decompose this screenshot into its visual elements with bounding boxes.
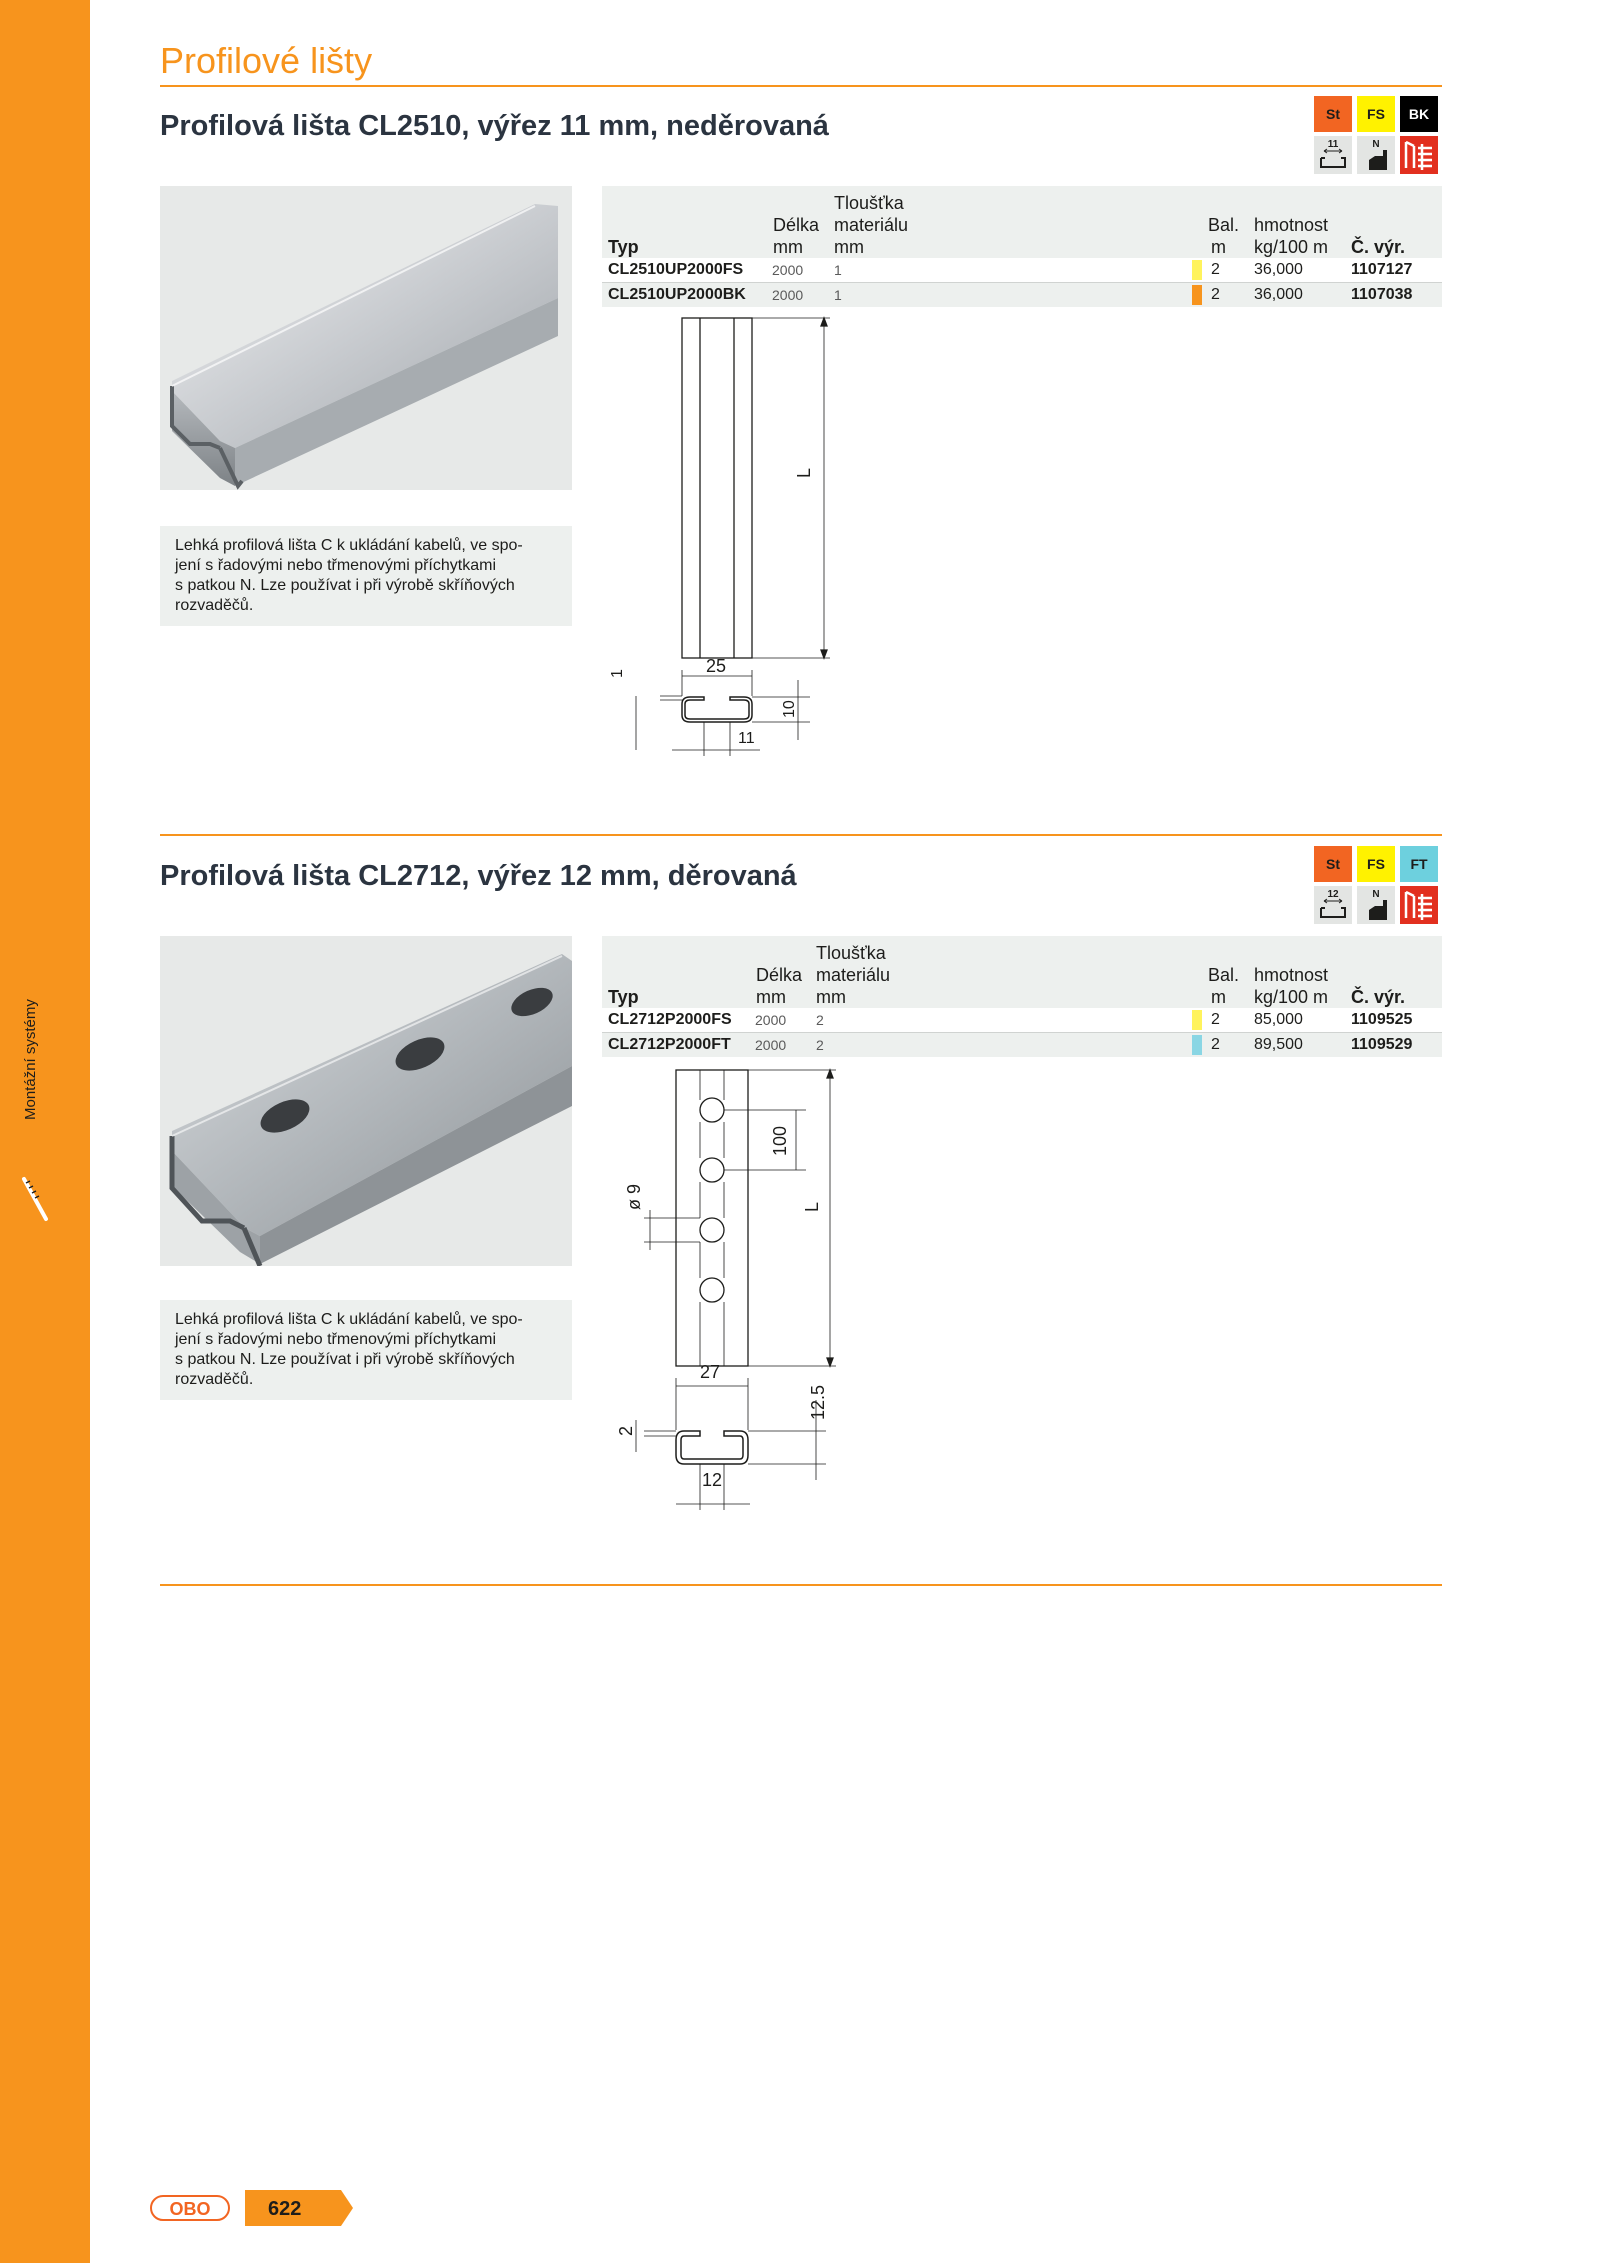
description-line: rozvaděčů. — [175, 597, 254, 614]
col-delka: Délka — [756, 965, 803, 985]
col-tloustka: Tloušťka — [834, 193, 904, 213]
description-line: Lehká profilová lišta C k ukládání kabelů, ve spo- — [175, 1311, 523, 1328]
cell-typ: CL2510UP2000FS — [608, 261, 744, 278]
badge-bk: BK — [1400, 96, 1438, 132]
product-photo-cl2510 — [160, 186, 572, 490]
col-bal: Bal. — [1208, 965, 1240, 985]
cell-tloustka: 2 — [816, 1037, 824, 1053]
clip-n-icon — [1357, 136, 1395, 174]
section-divider — [160, 1584, 1442, 1586]
dim-thickness: 1 — [609, 669, 626, 678]
cell-cvyr: 1107127 — [1351, 261, 1413, 278]
col-hmotnost-unit: kg/100 m — [1254, 237, 1329, 257]
col-delka-unit: mm — [756, 987, 786, 1007]
col-typ: Typ — [608, 987, 639, 1007]
description-line: jení s řadovými nebo třmenovými příchytkami — [175, 557, 496, 574]
col-bal-unit: m — [1211, 987, 1226, 1007]
product-table — [602, 186, 1442, 303]
badge-fs: FS — [1357, 96, 1395, 132]
description-line: jení s řadovými nebo třmenovými příchytkami — [175, 1331, 496, 1348]
cell-hmotnost: 36,000 — [1254, 261, 1303, 278]
product-description — [160, 1300, 572, 1400]
section-title: Profilová lišta CL2712, výřez 12 mm, děrovaná — [160, 860, 797, 892]
dim-slot: 11 — [738, 730, 755, 747]
col-delka-unit: mm — [773, 237, 803, 257]
dim-height: 10 — [781, 700, 798, 718]
table-row — [602, 1033, 1442, 1057]
cell-typ: CL2510UP2000BK — [608, 286, 746, 303]
cell-bal: 2 — [1211, 1011, 1220, 1028]
col-cvyr: Č. výr. — [1351, 237, 1406, 257]
dim-thickness: 2 — [616, 1425, 636, 1436]
feature-icons — [1314, 136, 1438, 174]
dim-length: L — [794, 467, 814, 478]
anchor-bolt-icon — [20, 1175, 50, 1225]
cabinet-icon — [1400, 886, 1438, 924]
dim-hole-pitch: 100 — [770, 1125, 790, 1156]
cell-bal: 2 — [1211, 286, 1220, 303]
col-tloustka-2: materiálu — [834, 215, 909, 235]
dim-width: 25 — [706, 656, 727, 676]
cell-tloustka: 1 — [834, 262, 842, 278]
col-cvyr: Č. výr. — [1351, 987, 1406, 1007]
slot-width-icon — [1314, 136, 1352, 174]
table-header — [602, 186, 1442, 258]
cell-delka: 2000 — [772, 262, 804, 278]
col-bal: Bal. — [1208, 215, 1240, 235]
col-tloustka-2: materiálu — [816, 965, 891, 985]
table-header — [602, 936, 1442, 1008]
description-line: s patkou N. Lze používat i při výrobě skříňových — [175, 577, 515, 594]
clip-n-label: N — [1372, 889, 1380, 900]
description-line: Lehká profilová lišta C k ukládání kabelů, ve spo- — [175, 537, 523, 554]
col-hmotnost: hmotnost — [1254, 215, 1329, 235]
cell-cvyr: 1107038 — [1351, 286, 1413, 303]
material-badges — [1314, 846, 1438, 882]
col-hmotnost-unit: kg/100 m — [1254, 987, 1329, 1007]
product-table — [602, 936, 1442, 1053]
cell-hmotnost: 36,000 — [1254, 286, 1303, 303]
description-line: s patkou N. Lze používat i při výrobě skříňových — [175, 1351, 515, 1368]
col-tloustka-unit: mm — [834, 237, 864, 257]
dim-length: L — [802, 1201, 822, 1212]
clip-n-label: N — [1372, 139, 1380, 150]
section-divider — [160, 834, 1442, 836]
table-row — [602, 258, 1442, 283]
cell-typ: CL2712P2000FS — [608, 1011, 732, 1028]
technical-drawing-cl2510 — [600, 310, 840, 770]
slot-width-label: 11 — [1327, 139, 1339, 150]
cell-hmotnost: 85,000 — [1254, 1011, 1303, 1028]
color-swatch — [1192, 1035, 1202, 1055]
badge-ft: FT — [1400, 846, 1438, 882]
material-badges — [1314, 96, 1438, 132]
col-tloustka-unit: mm — [816, 987, 846, 1007]
col-bal-unit: m — [1211, 237, 1226, 257]
table-row — [602, 1008, 1442, 1033]
color-swatch — [1192, 1010, 1202, 1030]
product-description — [160, 526, 572, 626]
col-typ: Typ — [608, 237, 639, 257]
cell-delka: 2000 — [755, 1037, 787, 1053]
cell-typ: CL2712P2000FT — [608, 1036, 731, 1053]
side-label: Montážní systémy — [22, 999, 39, 1120]
col-hmotnost: hmotnost — [1254, 965, 1329, 985]
cell-cvyr: 1109529 — [1351, 1036, 1413, 1053]
page-title: Profilové lišty — [160, 40, 373, 81]
color-swatch — [1192, 260, 1202, 280]
dim-width: 27 — [700, 1362, 721, 1382]
slot-width-label: 12 — [1327, 889, 1339, 900]
clip-n-icon — [1357, 886, 1395, 924]
col-tloustka: Tloušťka — [816, 943, 886, 963]
cell-hmotnost: 89,500 — [1254, 1036, 1303, 1053]
technical-drawing-cl2712 — [600, 1060, 860, 1520]
side-bar — [0, 0, 90, 2263]
feature-icons — [1314, 886, 1438, 924]
dim-height: 12.5 — [808, 1384, 828, 1420]
obo-logo — [150, 2195, 230, 2221]
page-number: 622 — [268, 2198, 302, 2220]
cell-bal: 2 — [1211, 261, 1220, 278]
badge-st: St — [1314, 96, 1352, 132]
badge-st: St — [1314, 846, 1352, 882]
cabinet-icon — [1400, 136, 1438, 174]
badge-fs: FS — [1357, 846, 1395, 882]
dim-slot: 12 — [702, 1470, 723, 1490]
cell-tloustka: 1 — [834, 287, 842, 303]
cell-cvyr: 1109525 — [1351, 1011, 1413, 1028]
description-line: rozvaděčů. — [175, 1371, 254, 1388]
dim-hole-diameter: ø 9 — [624, 1183, 644, 1210]
color-swatch — [1192, 285, 1202, 305]
cell-delka: 2000 — [772, 287, 804, 303]
cell-tloustka: 2 — [816, 1012, 824, 1028]
section-title: Profilová lišta CL2510, výřez 11 mm, neděrovaná — [160, 110, 829, 142]
obo-logo-text: OBO — [169, 2199, 211, 2219]
slot-width-icon — [1314, 886, 1352, 924]
cell-delka: 2000 — [755, 1012, 787, 1028]
col-delka: Délka — [773, 215, 820, 235]
cell-bal: 2 — [1211, 1036, 1220, 1053]
table-row — [602, 283, 1442, 307]
title-rule — [160, 85, 1442, 87]
product-photo-cl2712 — [160, 936, 572, 1266]
